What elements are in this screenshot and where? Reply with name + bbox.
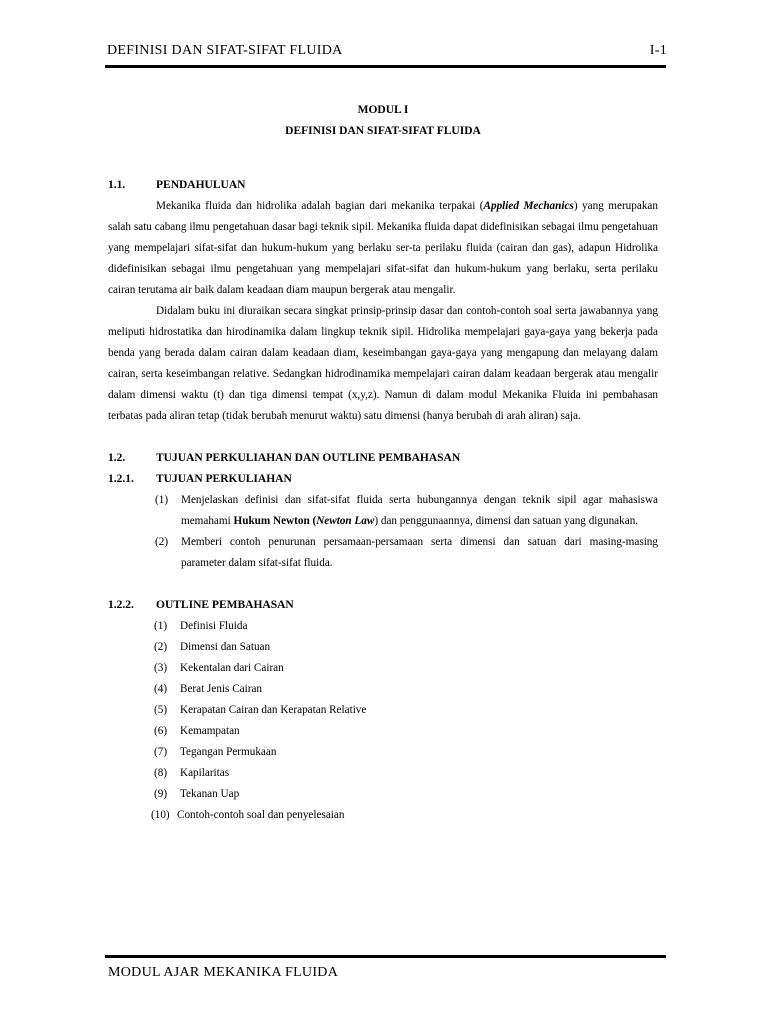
bold-italic-term: Newton Law	[316, 515, 375, 527]
list-marker: (9)	[154, 788, 168, 800]
list-item	[155, 532, 658, 574]
list-item-text	[181, 490, 658, 532]
list-marker: (7)	[154, 746, 168, 758]
page-body	[108, 100, 658, 826]
list-text: (	[309, 515, 317, 527]
list-marker: (2)	[155, 536, 169, 548]
list-item	[154, 658, 658, 679]
header-rule	[105, 65, 666, 68]
section-title: OUTLINE PEMBAHASAN	[156, 599, 294, 611]
list-item-text: Dimensi dan Satuan	[180, 641, 271, 653]
list-item	[154, 763, 658, 784]
section-heading-1-2-2	[108, 595, 658, 616]
list-marker: (1)	[154, 620, 168, 632]
footer-rule	[105, 955, 666, 958]
list-item-text: Contoh-contoh soal dan penyelesaian	[177, 809, 345, 821]
section-heading-1-2-1	[108, 469, 658, 490]
list-item	[154, 616, 658, 637]
list-marker: (5)	[154, 704, 168, 716]
list-marker: (2)	[154, 641, 168, 653]
list-item-text: Kapilaritas	[180, 767, 230, 779]
list-item	[154, 721, 658, 742]
list-text: ) dan penggunaannya, dimensi dan satuan yang digunakan.	[374, 515, 639, 527]
list-item-text: Memberi contoh penurunan persamaan-persamaan serta dimensi dan satuan dari masing-masing parameter dalam sifat-sifat fluida.	[181, 536, 658, 569]
objectives-list	[108, 490, 658, 574]
section-heading-1-1	[108, 175, 658, 196]
page-header	[107, 43, 667, 63]
section-title: TUJUAN PERKULIAHAN DAN OUTLINE PEMBAHASAN	[156, 452, 461, 464]
list-item-text: Definisi Fluida	[180, 620, 248, 632]
list-marker: (10)	[151, 809, 170, 821]
section-number: 1.2.1.	[108, 473, 134, 485]
list-item	[154, 700, 658, 721]
list-marker: (6)	[154, 725, 168, 737]
page-number: I-1	[649, 43, 667, 58]
section-heading-1-2	[108, 448, 658, 469]
emphasis-text: Applied Mechanics	[483, 200, 574, 212]
list-item-text: Berat Jenis Cairan	[180, 683, 263, 695]
list-item-text: Kemampatan	[180, 725, 240, 737]
header-title: DEFINISI DAN SIFAT-SIFAT FLUIDA	[107, 43, 343, 58]
paragraph-text: Mekanika fluida dan hidrolika adalah bagian dari mekanika terpakai (	[156, 200, 484, 212]
section-number: 1.2.	[108, 452, 126, 464]
list-marker: (8)	[154, 767, 168, 779]
list-item	[154, 784, 658, 805]
list-item-text: Kekentalan dari Cairan	[180, 662, 284, 674]
list-marker: (3)	[154, 662, 168, 674]
list-marker: (1)	[155, 494, 169, 506]
list-item	[155, 490, 658, 532]
list-item-text: Tegangan Permukaan	[180, 746, 277, 758]
footer-title: MODUL AJAR MEKANIKA FLUIDA	[108, 965, 339, 980]
list-item	[151, 805, 658, 826]
section-title: TUJUAN PERKULIAHAN	[156, 473, 292, 485]
section-number: 1.1.	[108, 179, 126, 191]
intro-paragraph-2: Didalam buku ini diuraikan secara singkat prinsip-prinsip dasar dan contoh-contoh soal serta jawabannya yang meliputi hidrostatika dan hirodinamika dalam lingkup teknik sipil. Hidrolika mempelajari gaya-gaya yang bekerja pada benda yang berada dalam cairan dalam keadaan diam, keseimbangan gaya-gaya yang mengapung dan melayang dalam cairan, serta keseimbangan relative. Sedangkan hidrodinamika mempelajari cairan dalam keadaan bergerak atau mengalir dalam dimensi waktu (t) dan tiga dimensi tempat (x,y,z). Namun di dalam modul Mekanika Fluida ini pembahasan terbatas pada aliran tetap (tidak berubah menurut waktu) satu dimensi (hanya berubah di arah aliran) saja.	[108, 305, 658, 422]
list-marker: (4)	[154, 683, 168, 695]
module-title: DEFINISI DAN SIFAT-SIFAT FLUIDA	[285, 125, 481, 137]
paragraph-text: ) yang merupakan salah satu cabang ilmu pengetahuan dasar bagi teknik sipil. Mekanika fluida dapat didefinisikan sebagai ilmu pengetahuan yang mempelajari sifat-sifat dan hukum-hukum yang berlaku ser-ta perilaku fluida (cairan dan gas), adapun Hidrolika didefinisikan sebagai ilmu pengetahuan yang mempelajari sifat-sifat dan hukum-hukum yang berlaku, serta perilaku cairan terutama air baik dalam keadaan diam maupun bergerak atau mengalir.	[108, 200, 658, 296]
list-item-text: Kerapatan Cairan dan Kerapatan Relative	[180, 704, 367, 716]
bold-term: Hukum Newton	[233, 515, 310, 527]
list-item	[154, 679, 658, 700]
list-item	[154, 742, 658, 763]
module-label: MODUL I	[357, 104, 409, 116]
outline-list	[108, 616, 658, 826]
section-number: 1.2.2.	[108, 599, 134, 611]
section-title: PENDAHULUAN	[156, 179, 246, 191]
intro-paragraph-1	[108, 196, 658, 301]
list-item-text: Tekanan Uap	[180, 788, 240, 800]
list-text: Menjelaskan definisi dan sifat-sifat fluida serta hubungannya dengan teknik sipil agar mahasiswa memahami	[181, 494, 658, 527]
list-item	[154, 637, 658, 658]
